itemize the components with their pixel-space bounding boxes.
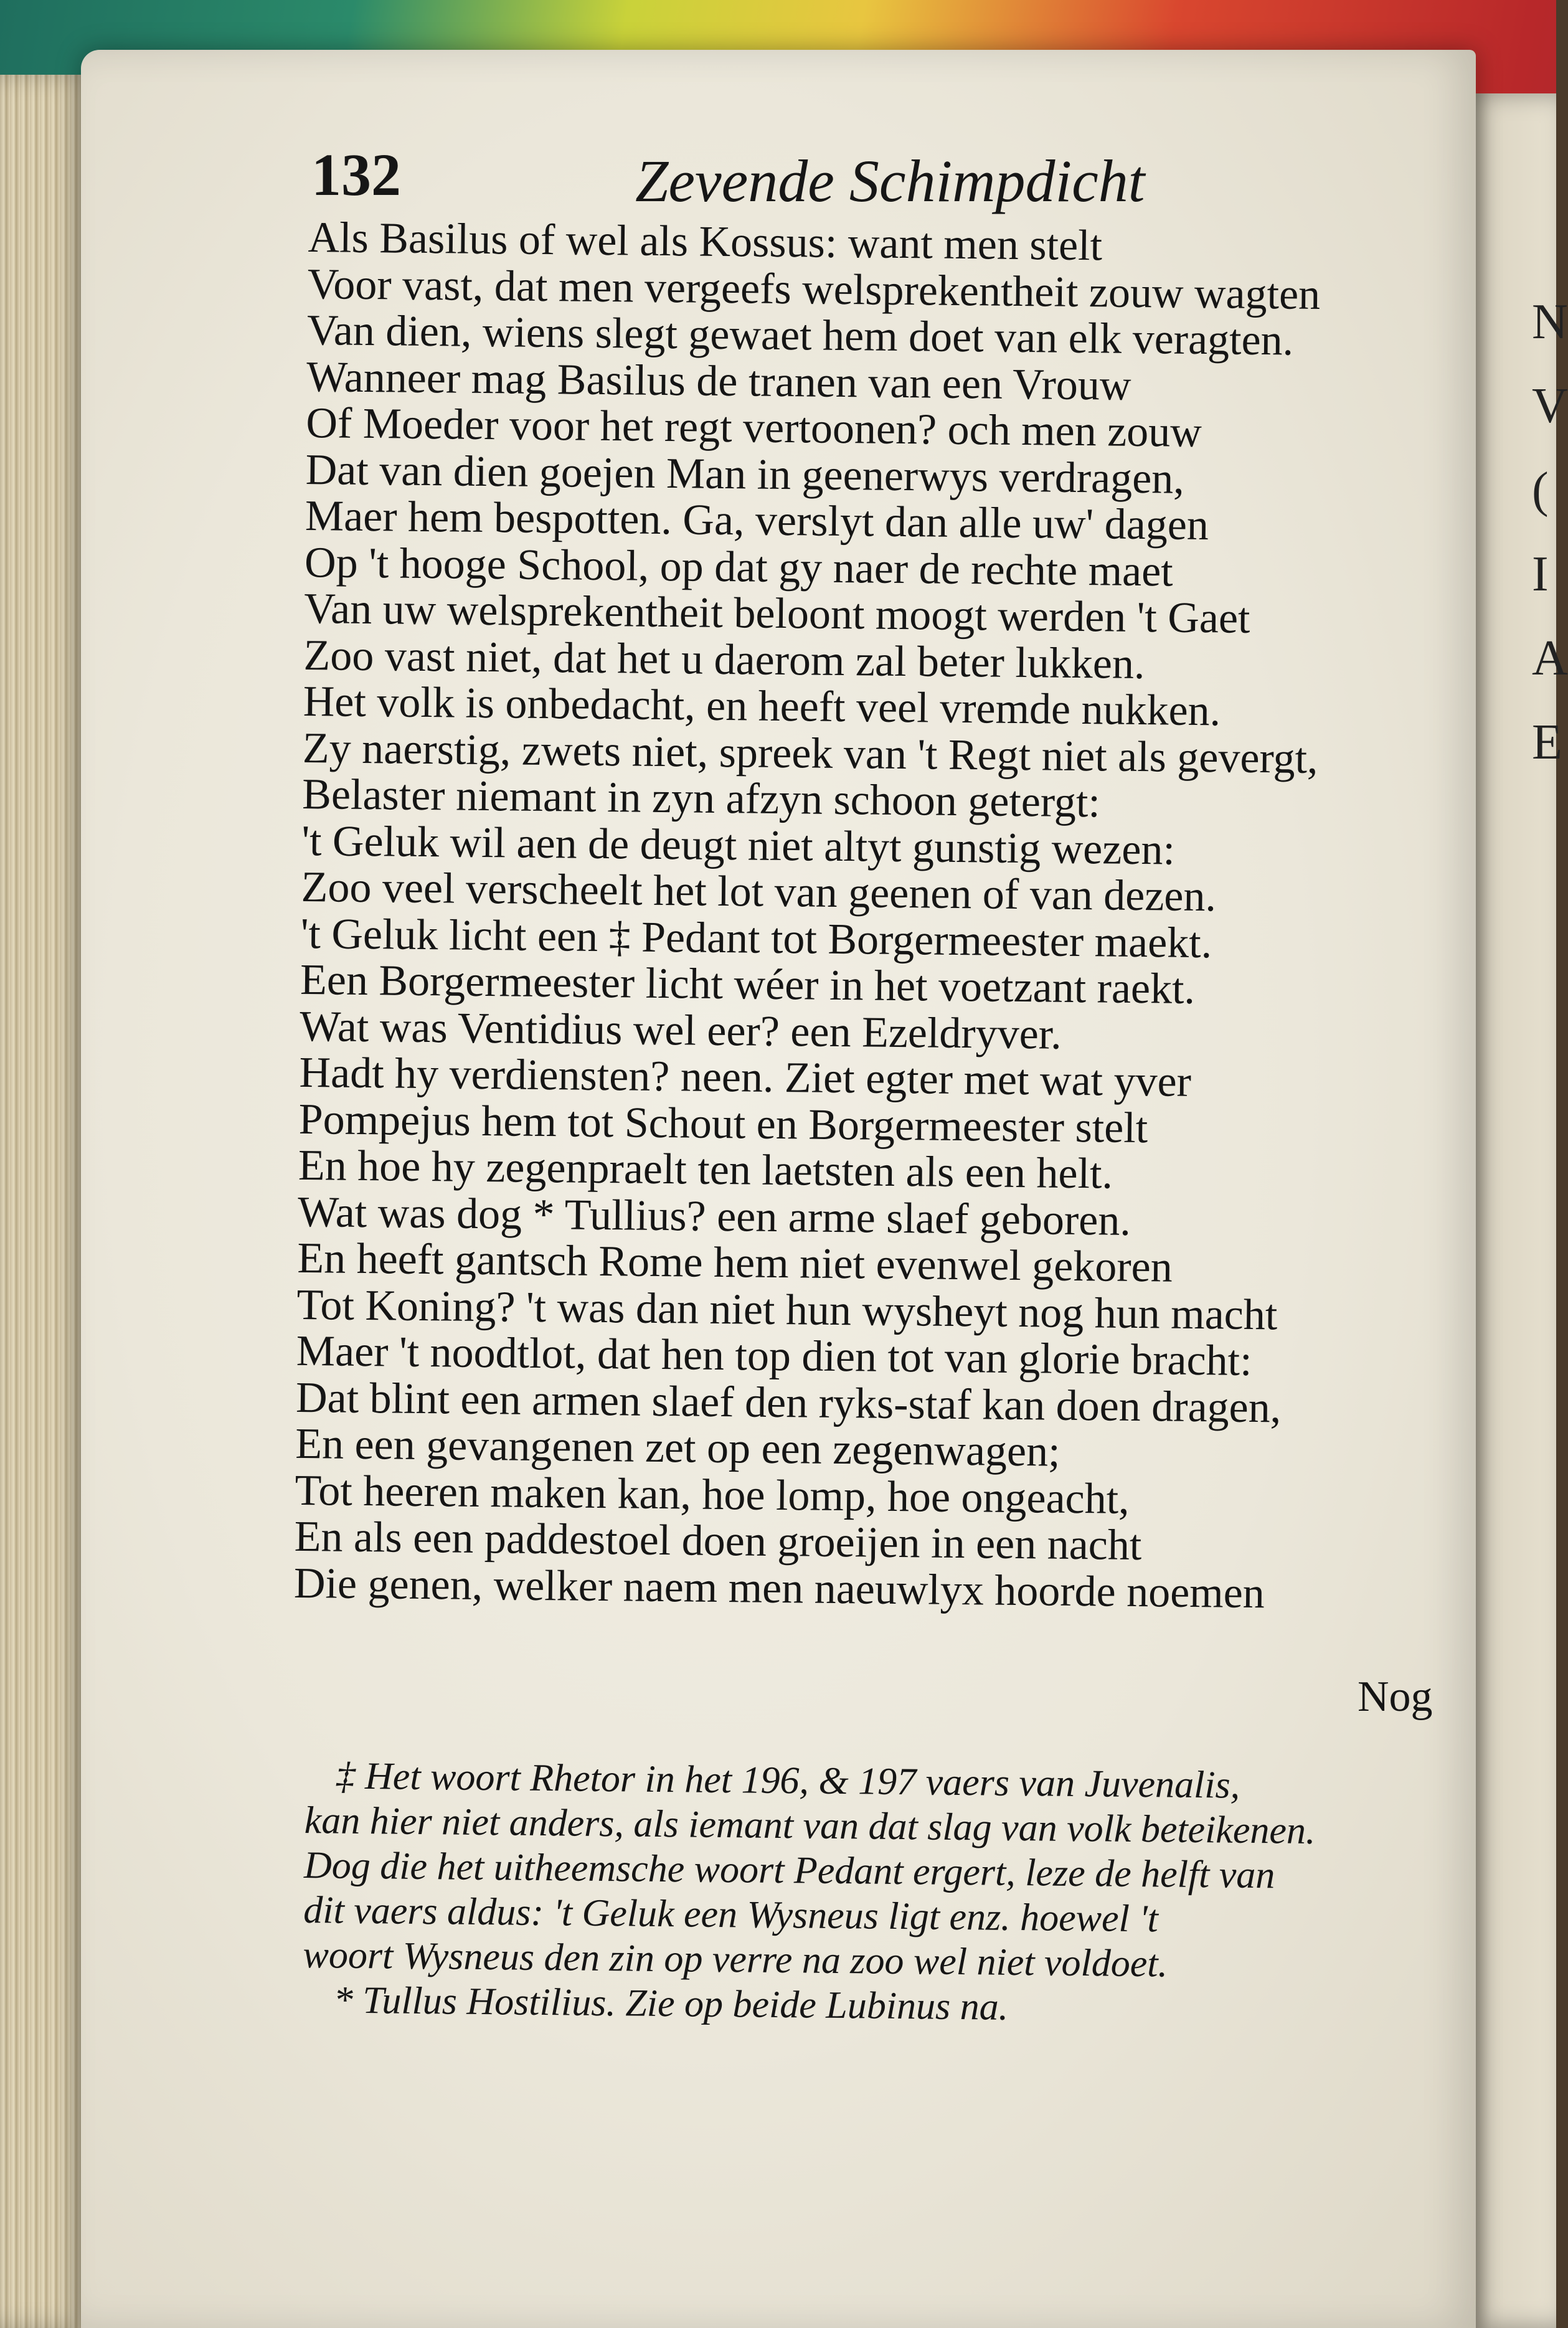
facing-char: V bbox=[1532, 379, 1568, 433]
facing-char: A bbox=[1532, 631, 1568, 686]
poem-line: Op 't hooge School, op dat gy naer de rechte maet bbox=[304, 538, 1174, 596]
poem-line: Pompejus hem tot Schout en Borgermeester stelt bbox=[298, 1095, 1148, 1152]
poem-line: Hadt hy verdiensten? neen. Ziet egter met wat yver bbox=[299, 1048, 1192, 1106]
footnote-line: ‡ Het woort Rhetor in het 196, & 197 vaers van Juvenalis, bbox=[336, 1754, 1240, 1807]
poem-line: Tot heeren maken kan, hoe lomp, hoe ongeacht, bbox=[295, 1466, 1130, 1523]
poem-line: Het volk is onbedacht, en heeft veel vremde nukken. bbox=[303, 677, 1221, 736]
poem-line: En een gevangenen zet op een zegenwagen; bbox=[295, 1419, 1060, 1476]
poem-line: Maer hem bespotten. Ga, verslyt dan alle uw' dagen bbox=[305, 491, 1209, 550]
poem-line: Zoo veel verscheelt het lot van geenen of van dezen. bbox=[301, 863, 1217, 921]
footnote-line: woort Wysneus den zin op verre na zoo wel niet voldoet. bbox=[303, 1933, 1168, 1985]
poem-line: Wanneer mag Basilus de tranen van een Vrouw bbox=[306, 353, 1131, 410]
book-page-edges bbox=[0, 75, 93, 2328]
poem-line: Dat van dien goejen Man in geenerwys verdragen, bbox=[305, 445, 1185, 503]
footnote-line: * Tullus Hostilius. Zie op beide Lubinus na. bbox=[333, 1979, 1009, 2028]
poem-line: Belaster niemant in zyn afzyn schoon getergt: bbox=[301, 770, 1101, 827]
footnote-line: dit vaers aldus: 't Geluk een Wysneus ligt enz. hoewel 't bbox=[303, 1888, 1159, 1941]
poem-line: Van dien, wiens slegt gewaet hem doet van elk veragten. bbox=[306, 306, 1294, 365]
poem-line: 't Geluk wil aen de deugt niet altyt gunstig wezen: bbox=[301, 816, 1176, 874]
poem-line: Wat was dog * Tullius? een arme slaef geboren. bbox=[297, 1188, 1131, 1245]
footnote-line: Dog die het uitheemsche woort Pedant ergert, leze de helft van bbox=[303, 1843, 1275, 1897]
facing-char: ( bbox=[1532, 463, 1549, 518]
poem-line: Maer 't noodtlot, dat hen top dien tot van glorie bracht: bbox=[296, 1327, 1252, 1385]
poem-line: Of Moeder voor het regt vertoonen? och men zouw bbox=[306, 399, 1202, 457]
poem-line: Zy naerstig, zwets niet, spreek van 't Regt niet als gevergt, bbox=[302, 724, 1318, 783]
poem-line: Zoo vast niet, dat het u daerom zal beter lukken. bbox=[303, 631, 1145, 688]
poem-line: Dat blint een armen slaef den ryks-staf kan doen dragen, bbox=[295, 1373, 1282, 1432]
poem-line: Die genen, welker naem men naeuwlyx hoorde noemen bbox=[293, 1559, 1265, 1617]
poem-line: Tot Koning? 't was dan niet hun wysheyt nog hun macht bbox=[296, 1280, 1278, 1339]
facing-char: I bbox=[1532, 547, 1549, 602]
poem-line: En heeft gantsch Rome hem niet evenwel gekoren bbox=[297, 1234, 1173, 1292]
poem-line: En als een paddestoel doen groeijen in een nacht bbox=[294, 1512, 1142, 1570]
footnotes bbox=[302, 1753, 1457, 2034]
poem-line: 't Geluk licht een ‡ Pedant tot Borgermeester maekt. bbox=[300, 909, 1212, 967]
poem-line: Van uw welsprekentheit beloont moogt werden 't Gaet bbox=[303, 584, 1250, 643]
running-title: Zevende Schimpdicht bbox=[635, 148, 1145, 214]
page-number: 132 bbox=[311, 141, 401, 208]
poem-line: Als Basilus of wel als Kossus: want men stelt bbox=[308, 214, 1103, 270]
facing-char: E bbox=[1532, 715, 1562, 770]
poem-line: Een Borgermeester licht wéer in het voetzant raekt. bbox=[300, 955, 1196, 1013]
facing-page bbox=[1463, 93, 1568, 2328]
page-header bbox=[311, 140, 1183, 215]
footnote-line: kan hier niet anders, als iemant van dat slag van volk beteikenen. bbox=[304, 1799, 1316, 1852]
poem-line: En hoe hy zegenpraelt ten laetsten als een helt. bbox=[298, 1141, 1113, 1198]
facing-char: N bbox=[1532, 295, 1568, 349]
poem-body bbox=[294, 215, 1448, 1619]
facing-page-text bbox=[1532, 280, 1568, 785]
poem-line: Wat was Ventidius wel eer? een Ezeldryver. bbox=[299, 1002, 1062, 1059]
poem-line: Voor vast, dat men vergeefs welsprekentheit zouw wagten bbox=[307, 260, 1321, 319]
catchword: Nog bbox=[1358, 1673, 1433, 1721]
